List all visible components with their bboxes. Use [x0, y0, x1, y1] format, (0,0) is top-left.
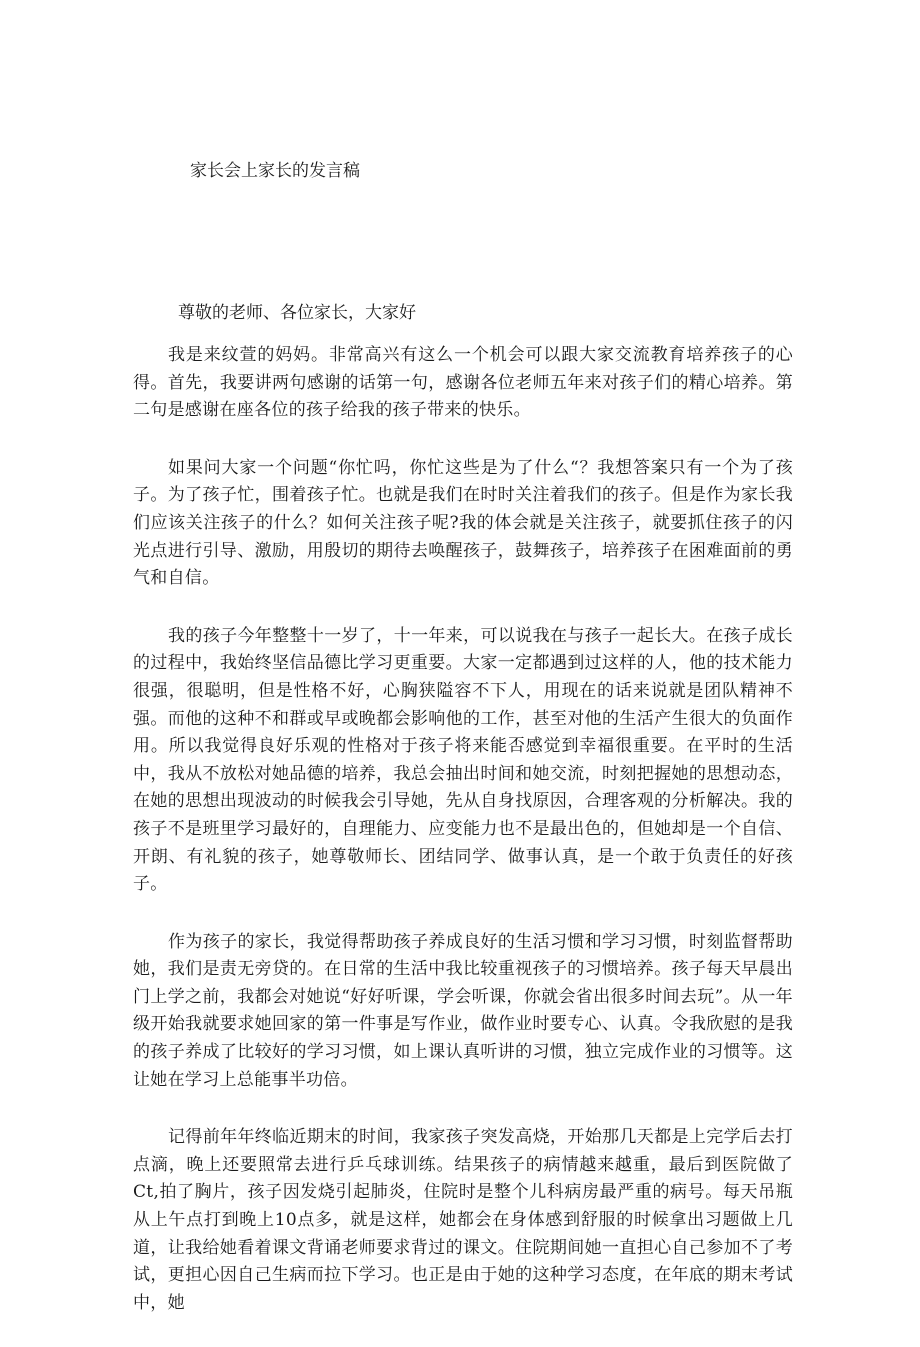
greeting-line: 尊敬的老师、各位家长，大家好	[178, 303, 416, 323]
document-title: 家长会上家长的发言稿	[190, 161, 360, 181]
paragraph-character: 我的孩子今年整整十一岁了，十一年来，可以说我在与孩子一起长大。在孩子成长的过程中，我始终坚信品德比学习更重要。大家一定都遇到过这样的人，他的技术能力很强，很聪明，但是性格不好，心胸狭隘容不下人，用现在的话来说就是团队精神不强。而他的这种不和群或早或晚都会影响他的工作，甚至对他的生活产生很大的负面作用。所以我觉得良好乐观的性格对于孩子将来能否感觉到幸福很重要。在平时的生活中，我从不放松对她品德的培养，我总会抽出时间和她交流，时刻把握她的思想动态，在她的思想出现波动的时候我会引导她，先从自身找原因，合理客观的分析解决。我的孩子不是班里学习最好的，自理能力、应变能力也不是最出色的，但她却是一个自信、开朗、有礼貌的孩子，她尊敬师长、团结同学、做事认真，是一个敢于负责任的好孩子。	[133, 625, 793, 895]
paragraph-introduction: 我是来纹萱的妈妈。非常高兴有这么一个机会可以跟大家交流教育培养孩子的心得。首先，我要讲两句感谢的话第一句，感谢各位老师五年来对孩子们的精心培养。第二句是感谢在座各位的孩子给我的孩子带来的快乐。	[133, 345, 793, 421]
document-body	[133, 342, 793, 1347]
paragraph-question: 如果问大家一个问题“你忙吗，你忙这些是为了什么“？我想答案只有一个为了孩子。为了孩子忙，围着孩子忙。也就是我们在时时关注着我们的孩子。但是作为家长我们应该关注孩子的什么？如何关注孩子呢?我的体会就是关注孩子，就要抓住孩子的闪光点进行引导、激励，用殷切的期待去唤醒孩子，鼓舞孩子，培养孩子在困难面前的勇气和自信。	[133, 457, 793, 589]
paragraph-illness: 记得前年年终临近期末的时间，我家孩子突发高烧，开始那几天都是上完学后去打点滴，晚上还要照常去进行乒乓球训练。结果孩子的病情越来越重，最后到医院做了Ct,拍了胸片，孩子因发烧引起肺炎，住院时是整个儿科病房最严重的病号。每天吊瓶从上午点打到晚上10点多，就是这样，她都会在身体感到舒服的时候拿出习题做上几道，让我给她看着课文背诵老师要求背过的课文。住院期间她一直担心自己参加不了考试，更担心因自己生病而拉下学习。也正是由于她的这种学习态度，在年底的期末考试中，她	[133, 1127, 793, 1313]
paragraph-habits: 作为孩子的家长，我觉得帮助孩子养成良好的生活习惯和学习习惯，时刻监督帮助她，我们是责无旁贷的。在日常的生活中我比较重视孩子的习惯培养。孩子每天早晨出门上学之前，我都会对她说“好好听课，学会听课，你就会省出很多时间去玩”。从一年级开始我就要求她回家的第一件事是写作业，做作业时要专心、认真。令我欣慰的是我的孩子养成了比较好的学习习惯，如上课认真听讲的习惯，独立完成作业的习惯等。这让她在学习上总能事半功倍。	[133, 931, 793, 1090]
